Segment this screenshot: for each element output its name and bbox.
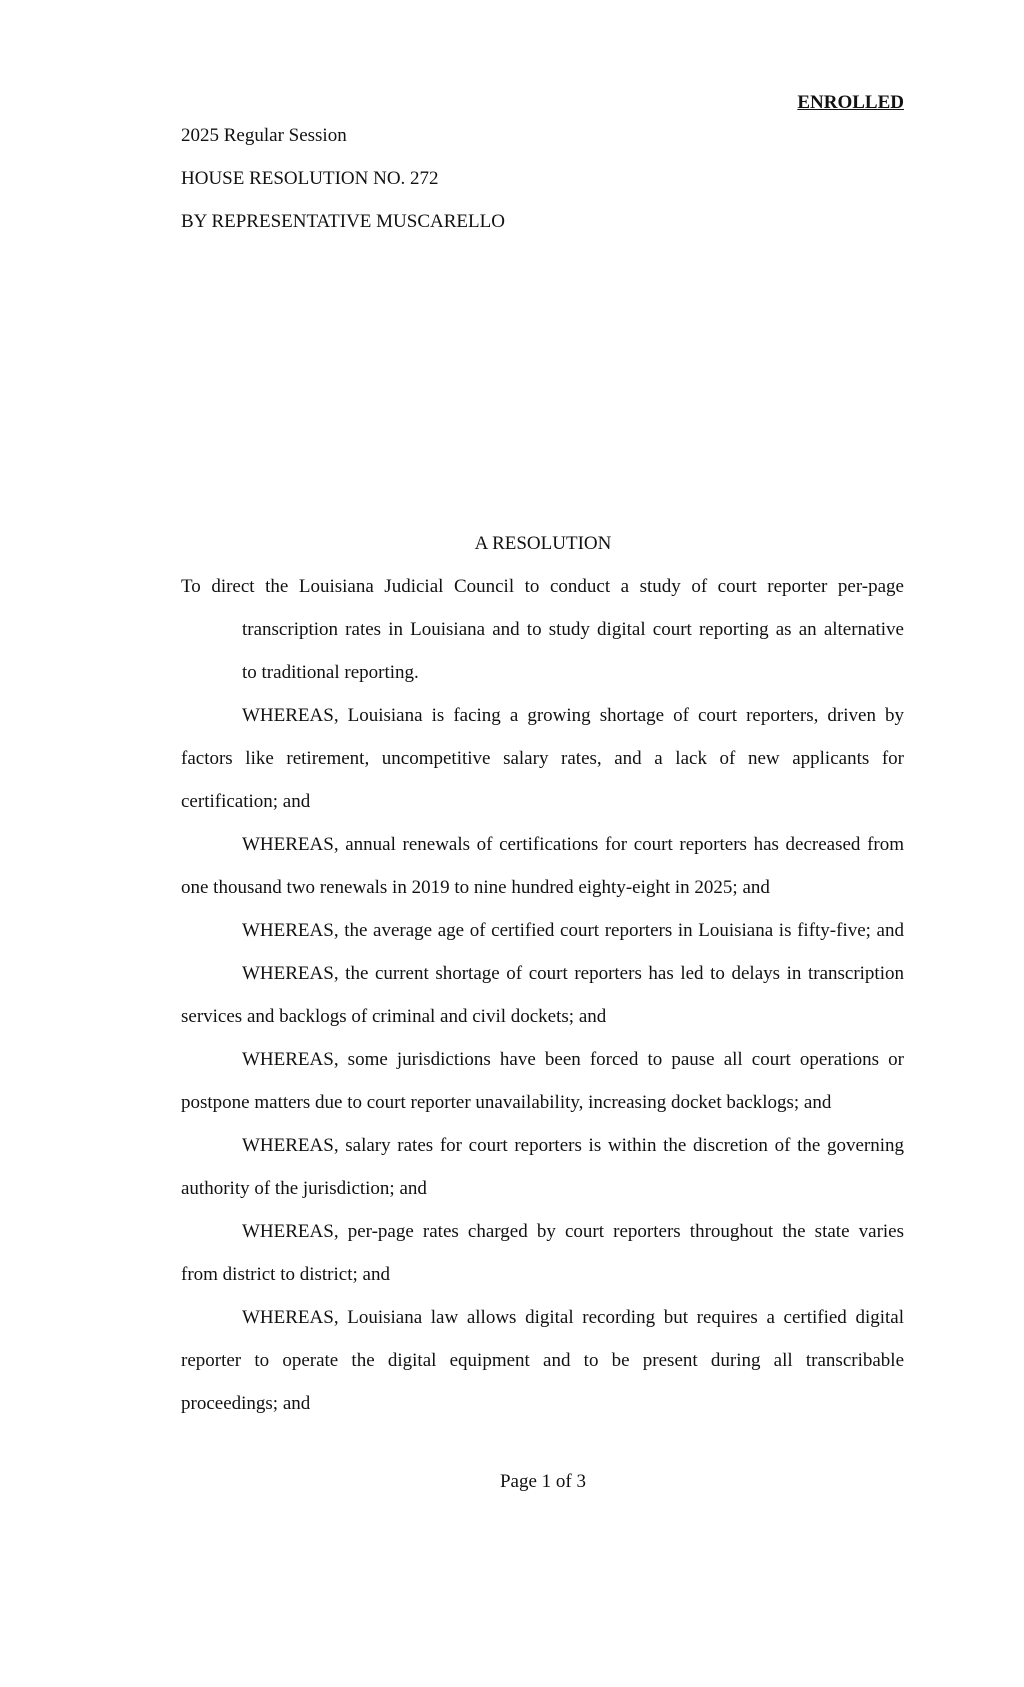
body-line: certification; and — [181, 791, 311, 812]
body-line: WHEREAS, salary rates for court reporters is within the discretion of the governing — [242, 1135, 904, 1156]
body-line: WHEREAS, some jurisdictions have been forced to pause all court operations or — [242, 1049, 904, 1070]
summary-line: To direct the Louisiana Judicial Council to conduct a study of court reporter per-page — [181, 576, 904, 597]
body-line: WHEREAS, annual renewals of certifications for court reporters has decreased from — [242, 834, 904, 855]
session-label: 2025 Regular Session — [181, 125, 347, 146]
body-line: WHEREAS, the current shortage of court reporters has led to delays in transcription — [242, 963, 904, 984]
body-line: WHEREAS, the average age of certified court reporters in Louisiana is fifty-five; and — [242, 920, 904, 941]
body-line: factors like retirement, uncompetitive salary rates, and a lack of new applicants for — [181, 748, 904, 769]
body-line: proceedings; and — [181, 1393, 311, 1414]
document-title: A RESOLUTION — [474, 533, 612, 554]
author-line: BY REPRESENTATIVE MUSCARELLO — [181, 211, 505, 232]
page-number: Page 1 of 3 — [499, 1471, 586, 1492]
summary-line: to traditional reporting. — [242, 662, 419, 683]
body-line: from district to district; and — [181, 1264, 390, 1285]
body-line: WHEREAS, per-page rates charged by court reporters throughout the state varies — [242, 1221, 904, 1242]
enrolled-status: ENROLLED — [797, 92, 904, 113]
body-line: postpone matters due to court reporter unavailability, increasing docket backlogs; and — [181, 1092, 832, 1113]
resolution-number: HOUSE RESOLUTION NO. 272 — [181, 168, 439, 189]
summary-line: transcription rates in Louisiana and to study digital court reporting as an alternative — [242, 619, 904, 640]
body-line: services and backlogs of criminal and civil dockets; and — [181, 1006, 607, 1027]
body-line: WHEREAS, Louisiana is facing a growing shortage of court reporters, driven by — [242, 705, 904, 726]
body-line: WHEREAS, Louisiana law allows digital recording but requires a certified digital — [242, 1307, 904, 1328]
body-line: reporter to operate the digital equipment and to be present during all transcribable — [181, 1350, 904, 1371]
body-line: authority of the jurisdiction; and — [181, 1178, 427, 1199]
body-line: one thousand two renewals in 2019 to nine hundred eighty-eight in 2025; and — [181, 877, 770, 898]
